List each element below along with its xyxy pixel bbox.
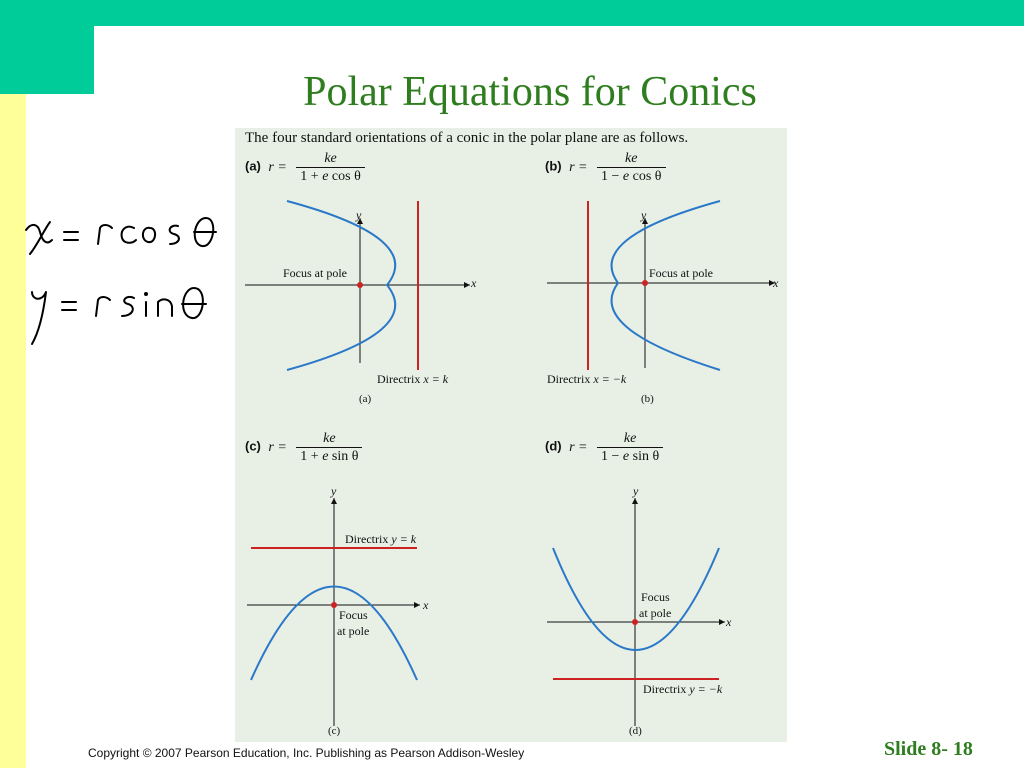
panel-c-x-label: x bbox=[423, 598, 429, 612]
panel-d-equation bbox=[545, 430, 663, 465]
panel-b-focus-point bbox=[642, 280, 648, 286]
panel-b-fraction bbox=[597, 150, 666, 185]
panel-c-caption: (c) bbox=[328, 725, 341, 737]
panel-c-tag: (c) bbox=[245, 438, 261, 454]
conic-orientations-figure bbox=[235, 128, 787, 742]
panel-d-focus-sub-label: at pole bbox=[639, 606, 672, 620]
panel-b-numerator: ke bbox=[597, 150, 666, 168]
panel-b-equation bbox=[545, 150, 666, 185]
panel-b-tag: (b) bbox=[545, 158, 562, 174]
panel-c-fraction bbox=[296, 430, 362, 465]
panel-d-numerator: ke bbox=[597, 430, 663, 448]
panel-d-lhs: r = bbox=[569, 439, 588, 455]
panel-b-x-label: x bbox=[773, 276, 779, 290]
panel-d-x-label: x bbox=[726, 615, 732, 629]
top-accent-bar bbox=[0, 0, 1024, 26]
panel-a-fraction bbox=[296, 150, 365, 185]
panel-c-y-label: y bbox=[331, 484, 337, 498]
panel-a-numerator: ke bbox=[296, 150, 365, 168]
slide-title: Polar Equations for Conics bbox=[303, 69, 757, 115]
left-accent-strip bbox=[0, 94, 26, 768]
panel-d-focus-point bbox=[632, 619, 638, 625]
panel-d-denominator: 1 − e sin θ bbox=[601, 449, 660, 464]
panel-d-caption: (d) bbox=[629, 725, 642, 737]
panel-c-numerator: ke bbox=[296, 430, 362, 448]
panel-c-focus-point bbox=[331, 602, 337, 608]
panel-b-caption: (b) bbox=[641, 393, 654, 405]
slide-number: Slide 8- 18 bbox=[884, 738, 973, 760]
panel-b-conic-curve bbox=[612, 201, 720, 370]
copyright-footer: Copyright © 2007 Pearson Education, Inc. Publishing as Pearson Addison-Wesley bbox=[88, 746, 525, 760]
panel-b-directrix-label: Directrix x = −k bbox=[547, 372, 627, 386]
panel-a-y-label: y bbox=[356, 208, 362, 222]
panel-a-directrix-label: Directrix x = k bbox=[377, 372, 449, 386]
panel-b-focus-label: Focus at pole bbox=[649, 266, 713, 280]
panel-b-lhs: r = bbox=[569, 159, 588, 175]
panel-a-lhs: r = bbox=[268, 159, 287, 175]
figure-intro-text: The four standard orientations of a conic in the polar plane are as follows. bbox=[245, 130, 689, 146]
panel-a-tag: (a) bbox=[245, 158, 261, 174]
panel-a-focus-point bbox=[357, 282, 363, 288]
panel-b-y-label: y bbox=[641, 208, 647, 222]
panel-d-fraction bbox=[597, 430, 663, 465]
panel-a-x-label: x bbox=[471, 276, 477, 290]
panel-b-axes bbox=[547, 218, 775, 368]
panel-c-denominator: 1 + e sin θ bbox=[300, 449, 359, 464]
panel-c-equation bbox=[245, 430, 362, 465]
corner-accent-block bbox=[0, 0, 94, 94]
panel-a-caption: (a) bbox=[359, 393, 372, 405]
panel-a-equation bbox=[245, 150, 365, 185]
panel-a-focus-label: Focus at pole bbox=[283, 266, 347, 280]
panel-c-focus-sub-label: at pole bbox=[337, 624, 370, 638]
panel-d-tag: (d) bbox=[545, 438, 562, 454]
panel-d-focus-label: Focus bbox=[641, 590, 670, 604]
panel-c-focus-label: Focus bbox=[339, 608, 368, 622]
panel-d-directrix-label: Directrix y = −k bbox=[643, 682, 723, 696]
handwritten-equations bbox=[22, 204, 222, 354]
panel-d-conic-curve bbox=[553, 548, 719, 650]
panel-b-denominator: 1 − e cos θ bbox=[601, 169, 662, 184]
panel-d-y-label: y bbox=[633, 484, 639, 498]
panel-c-directrix-label: Directrix y = k bbox=[345, 532, 417, 546]
panel-a-denominator: 1 + e cos θ bbox=[300, 169, 361, 184]
panel-c-lhs: r = bbox=[268, 439, 287, 455]
panel-a-axes bbox=[245, 218, 470, 363]
